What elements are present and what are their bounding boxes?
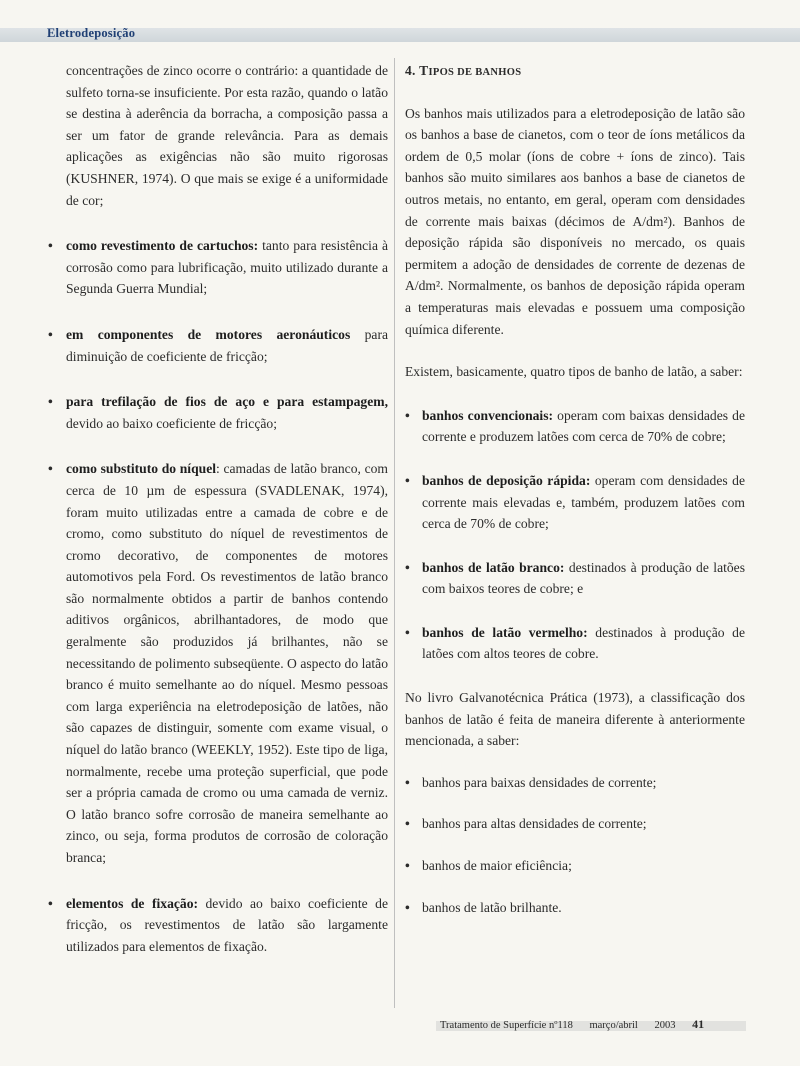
bullet-term: para trefilação de fios de aço e para estampagem, [66,394,388,410]
section-label: Eletrodeposição [47,26,136,40]
left-intro-paragraph: concentrações de zinco ocorre o contrário: a quantidade de sulfeto torna-se insuficiente. Por esta razão, quando o latão se destina à aderência da borracha, a composição passa a ser um fator de grande relevância. Para as demais aplicações as exigências não são muito rigorosas (KUSHNER, 1974). O que mais se exige é a uniformidade de cor; [66,63,388,208]
bullet-icon: • [405,407,410,423]
left-bullet-list [48,235,389,957]
list-item [48,391,388,434]
bullet-icon: • [48,394,53,410]
bullet-icon: • [48,895,53,911]
bullet-text: operam com densidades de corrente mais elevadas e, também, produzem latões com cerca de 70% de cobre; [422,472,745,532]
bullet-icon: • [48,461,53,477]
bullet-icon: • [405,816,410,832]
bullet-text: para diminuição de coeficiente de fricção; [66,326,389,364]
column-divider [394,58,395,1008]
bullet-icon: • [405,774,410,790]
journal-name: Tratamento de Superfície nº118 [440,1020,573,1031]
bullet-text: banhos para baixas densidades de corrente; [422,774,657,790]
list-item [405,470,745,535]
bullet-text: banhos para altas densidades de corrente; [422,816,647,832]
right-column [405,60,745,918]
paragraph: No livro Galvanotécnica Prática (1973), a classificação dos banhos de latão é feita de maneira diferente à anteriormente mencionada, a saber: [405,690,745,749]
bullet-text: tanto para resistência à corrosão como para lubrificação, muito utilizado durante a Segunda Guerra Mundial; [66,238,388,297]
issue-months: março/abril [589,1020,638,1031]
bullet-term: como revestimento de cartuchos: [66,238,259,254]
list-item [48,893,388,958]
bullet-term: banhos convencionais: [422,407,554,423]
list-item [405,557,745,600]
classification-list [405,772,745,918]
list-item [405,855,745,877]
page-footer [440,1017,704,1032]
bullet-icon: • [405,858,410,874]
paragraph: Os banhos mais utilizados para a eletrodeposição de latão são os banhos a base de cianetos, com o teor de íons metálicos da ordem de 0,5 molar (íons de cobre + íons de zinco). Tais banhos são muito similares aos banhos a base de cianetos de outros metais, no entanto, em geral, operam com densidades de corrente mais baixas (décimos de A/dm²). Banhos de deposição rápida são disponíveis no mercado, os quais permitem a adoção de densidades de corrente de dezenas de A/dm². Normalmente, os banhos de deposição rápida operam a temperaturas mais elevadas e possuem uma composição química diferente. [405,105,745,337]
list-item [405,813,745,835]
bullet-icon: • [48,326,53,342]
bullet-text: destinados à produção de latões com altos teores de cobre. [422,624,745,662]
list-item [405,622,745,665]
list-item [48,458,388,868]
bullet-icon: • [405,624,410,640]
issue-year: 2003 [654,1020,676,1031]
bullet-term: elementos de fixação: [66,895,199,911]
left-column [48,60,389,957]
bullet-text: operam com baixas densidades de corrente e produzem latões com cerca de 70% de cobre; [422,407,745,445]
bullet-icon: • [48,238,53,254]
list-item [405,405,745,448]
list-item [405,897,745,919]
bullet-text: devido ao baixo coeficiente de fricção; [66,415,277,431]
bullet-text: banhos de maior eficiência; [422,858,572,874]
list-item [405,772,745,794]
bullet-icon: • [405,899,410,915]
bullet-text: banhos de latão brilhante. [422,899,562,915]
bullet-term: banhos de latão branco: [422,559,565,575]
bullet-term: banhos de deposição rápida: [422,472,591,488]
page-number: 41 [692,1017,705,1031]
section-title: 4. TIPOS DE BANHOS [405,63,522,78]
bullet-term: como substituto do níquel [66,461,217,477]
bullet-text: destinados à produção de latões com baixos teores de cobre; e [422,559,746,597]
paragraph: Existem, basicamente, quatro tipos de banho de latão, a saber: [405,364,743,380]
bullet-text: : camadas de latão branco, com cerca de 10 µm de espessura (SVADLENAK, 1974), foram muito utilizadas entre a camada de cobre e de cromo, como substituto do níquel de revestimentos de cromo decorativo, de componentes de motores automotivos pela Ford. Os revestimentos de latão branco são normalmente obtidos a partir de banhos contendo aditivos orgânicos, abrilhantadores, de modo que geralmente são produzidos já brilhantes, não se necessitando de polimento subseqüente. O aspecto do latão branco é muito semelhante ao do níquel. Mesmo pessoas com larga experiência na eletrodeposição de latões, não são capazes de distinguir, somente com exame visual, o níquel do latão branco (WEEKLY, 1952). Este tipo de liga, normalmente, recebe uma proteção superficial, que pode ser a própria camada de cromo ou uma camada de verniz. O latão branco sofre corrosão de maneira semelhante ao zinco, ou seja, forma produtos de corrosão de coloração branca; [66,461,388,865]
bullet-text: devido ao baixo coeficiente de fricção, os revestimentos de latão são largamente utilizados para elementos de fixação. [66,895,388,954]
bullet-icon: • [405,472,410,488]
bullet-term: em componentes de motores aeronáuticos [66,326,351,342]
bullet-icon: • [405,559,410,575]
list-item [48,324,389,367]
list-item [48,235,388,300]
bath-types-list [405,405,745,665]
bullet-term: banhos de latão vermelho: [422,624,588,640]
